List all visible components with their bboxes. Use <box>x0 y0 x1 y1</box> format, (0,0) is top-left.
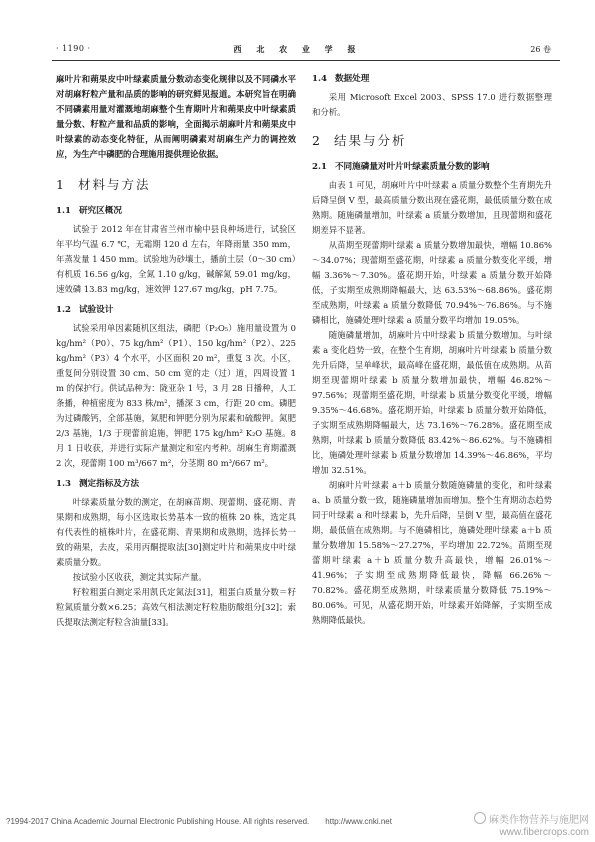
results-paragraph-2: 从苗期至现蕾期叶绿素 a 质量分数增加最快，增幅 10.86%～34.07%；现蕾期至盛花期，叶绿素 a 质量分数变化平缓，增幅 3.36%～7.30%。盛花期开始，叶绿素 a 质量分数开始降低，子实期至成熟期降幅最大，达 63.53%～68.86%。盛花期至成熟期，叶绿素 a 质量分数降低 70.94%～76.86%。与不施磷相比，施磷处理叶绿素 a 质量分数平均增加 19.05%。 <box>312 240 552 325</box>
chlorophyll-method-paragraph: 叶绿素质量分数的测定，在胡麻苗期、现蕾期、盛花期、青果期和成熟期，每小区选取长势基本一致的植株 20 株，选定具有代表性的植株叶片，在盛花期、青果期和成熟期，选择长势一致的蒴果，去皮，采用丙酮提取法[30]测定叶片和蒴果皮中叶绿素质量分数。 <box>56 497 296 567</box>
subsection-1-1-heading <box>56 204 296 218</box>
watermark-title: 麻类作物营养与施肥网 <box>489 815 589 826</box>
watermark <box>474 812 589 839</box>
section-title: 结果与分析 <box>333 133 407 148</box>
right-column <box>312 72 552 628</box>
copyright-notice: ?1994-2017 China Academic Journal Electronic Publishing House. All rights reserved. http://www.cnki.net <box>6 817 392 826</box>
volume-label: 26 卷 <box>530 45 551 54</box>
subsection-title: 不同施磷量对叶片叶绿素质量分数的影响 <box>334 162 490 172</box>
results-paragraph-1: 由表 1 可见，胡麻叶片中叶绿素 a 质量分数整个生育期先升后降呈倒 V 型，最高质量分数出现在盛花期，最低质量分数在成熟期。随施磷量增加，叶绿素 a 质量分数增加，且现蕾期和盛花期差异不显著。 <box>312 180 552 235</box>
header-rule <box>52 60 560 61</box>
subsection-1-3-heading <box>56 477 296 491</box>
subsection-number: 1.4 <box>312 74 327 84</box>
subsection-number: 1.2 <box>56 305 71 315</box>
results-paragraph-4: 胡麻叶片叶绿素 a＋b 质量分数随施磷量的变化，和叶绿素 a、b 质量分数一致，随施磷量增加而增加。整个生育期动态趋势同于叶绿素 a 和叶绿素 b，先升后降，呈倒 V 型，最高值在盛花期，最低值在成熟期。与不施磷相比，施磷处理叶绿素 a＋b 质量分数增加 15.58%～27.27%，平均增加 22.72%。苗期至现蕾期叶绿素 a＋b 质量分数升高最快，增幅 26.01%～41.96%；子实期至成熟期降低最快，降幅 66.26%～70.82%。盛花期至成熟期，叶绿素质量分数降低 75.19%～80.06%。可见，从盛花期开始，叶绿素开始降解，子实期至成熟期降低最快。 <box>312 480 552 625</box>
journal-title: 西 北 农 业 学 报 <box>233 44 362 54</box>
section-title: 材料与方法 <box>77 177 151 192</box>
subsection-title: 测定指标及方法 <box>78 479 140 489</box>
study-area-paragraph: 试验于 2012 年在甘肃省兰州市榆中县良种场进行，试验区年平均气温 6.7 ℃，无霜期 120 d 左右，年降雨量 350 mm，年蒸发量 1 450 mm。试验地为砂壤土，播前土层（0～30 cm）有机质 16.56 g/kg，全氮 1.10 g/kg，碱解氮 59.01 mg/kg，速效磷 13.83 mg/kg，速效钾 127.67 mg/kg，pH 7.75。 <box>56 224 296 294</box>
intro-paragraph: 麻叶片和蒴果皮中叶绿素质量分数动态变化规律以及不同磷水平对胡麻籽粒产量和品质的影响的研究鲜见报道。本研究旨在明确不同磷素用量对灌溉地胡麻整个生育期叶片和蒴果皮中叶绿素质量分数、籽粒产量和品质的影响，全面揭示胡麻叶片和蒴果皮中叶绿素的动态变化特征，从而阐明磷素对胡麻生产力的调控效应，为生产中磷肥的合理施用提供理论依据。 <box>56 74 296 159</box>
watermark-logo-icon <box>474 812 486 824</box>
subsection-title: 研究区概况 <box>78 206 122 216</box>
subsection-number: 1.1 <box>56 206 71 216</box>
section-2-heading <box>312 132 552 150</box>
watermark-url: www.fibercrops.com <box>499 827 589 838</box>
subsection-2-1-heading <box>312 160 552 174</box>
subsection-title: 试验设计 <box>78 305 114 315</box>
results-paragraph-3: 随施磷量增加，胡麻叶片中叶绿素 b 质量分数增加。与叶绿素 a 变化趋势一致，在整个生育期，胡麻叶片叶绿素 b 质量分数先升后降，呈单峰状，最高峰在盛花期，最低值在成熟期。从苗期至现蕾期叶绿素 b 质量分数增加最快，增幅 46.82%～97.56%；现蕾期至盛花期，叶绿素 b 质量分数变化平缓，增幅 9.35%～46.68%。盛花期开始，叶绿素 b 质量分数开始降低，子实期至成熟期降幅最大，达 73.16%～76.28%。盛花期至成熟期，叶绿素 b 质量分数降低 83.42%～86.62%。与不施磷相比，施磷处理叶绿素 b 质量分数增加 14.39%～46.86%，平均增加 32.51%。 <box>312 330 552 475</box>
section-1-heading <box>56 176 296 194</box>
yield-method-paragraph: 按试验小区收获，测定其实际产量。 <box>72 572 207 582</box>
section-number: 1 <box>56 177 66 192</box>
data-processing-paragraph: 采用 Microsoft Excel 2003、SPSS 17.0 进行数据整理和分析。 <box>312 92 552 117</box>
subsection-number: 2.1 <box>312 162 327 172</box>
subsection-1-2-heading <box>56 303 296 317</box>
subsection-title: 数据处理 <box>334 74 370 84</box>
running-header <box>0 42 595 56</box>
left-column <box>56 72 296 630</box>
experiment-design-paragraph: 试验采用单因素随机区组法，磷肥（P₂O₅）施用量设置为 0 kg/hm²（P0）、75 kg/hm²（P1）、150 kg/hm²（P2）、225 kg/hm²（P3）4 个水平，小区面积 20 m²，重复 3 次。小区，重复间分别设置 30 cm、50 cm 宽的走（过）道，四周设置 1 m 的保护行。供试品种为：陇亚杂 1 号，3 月 28 日播种，人工条播，种植密度为 833 株/m²，播深 3 cm，行距 20 cm。磷肥为过磷酸钙，全部基施，氮肥和钾肥分别为尿素和硫酸钾。氮肥 2/3 基施，1/3 于现蕾前追施，钾肥 175 kg/hm² K₂O 基施。8 月 1 日收获，并进行实际产量测定和室内考种。胡麻生育期灌溉 2 次，现蕾期 100 m³/667 m²，分茎期 80 m³/667 m²。 <box>56 323 296 468</box>
quality-method-paragraph: 籽粒粗蛋白测定采用凯氏定氮法[31]，粗蛋白质量分数＝籽粒氮质量分数×6.25；高效气相法测定籽粒脂肪酸组分[32]；索氏提取法测定籽粒含油量[33]。 <box>56 587 296 627</box>
page-footer <box>0 812 595 842</box>
subsection-1-4-heading <box>312 72 552 86</box>
subsection-number: 1.3 <box>56 479 71 489</box>
page-number: · 1190 · <box>56 44 91 53</box>
section-number: 2 <box>312 133 322 148</box>
